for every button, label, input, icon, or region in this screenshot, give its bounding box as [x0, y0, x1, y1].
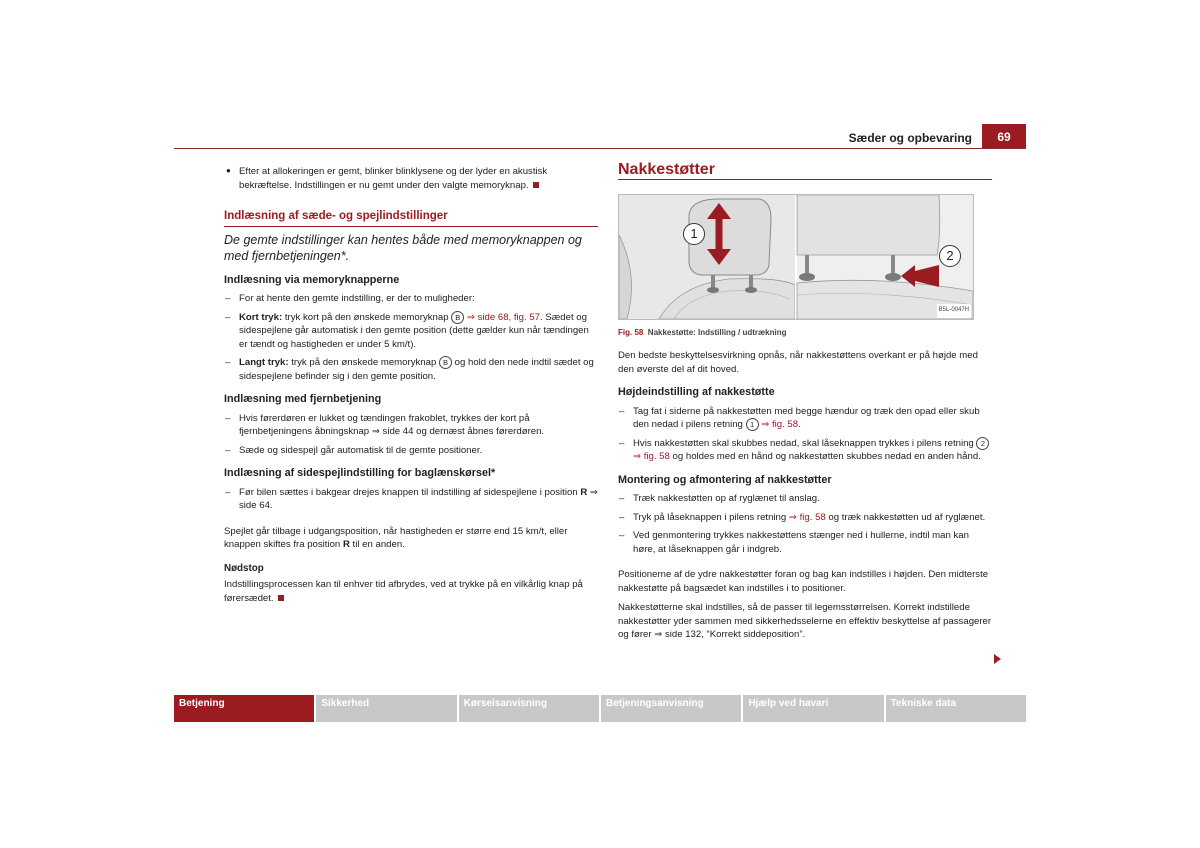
subheading-memory-buttons: Indlæsning via memoryknapperne — [224, 273, 400, 286]
page-title: Nakkestøtter — [618, 163, 992, 180]
right-column — [618, 163, 992, 648]
page-number: 69 — [982, 124, 1026, 148]
figure-link[interactable]: ⇒ fig. 58 — [633, 451, 670, 463]
tab-betjening[interactable]: Betjening — [174, 695, 314, 722]
subheading-emergency-stop: Nødstop — [224, 562, 264, 574]
list-item: – For at hente den gemte indstilling, er der to muligheder: — [224, 292, 598, 306]
memory-button-b-icon: B — [439, 356, 452, 369]
list-item: – Sæde og sidespejl går automatisk til de gemte positioner. — [224, 444, 598, 458]
tab-hjaelp-ved-havari[interactable]: Hjælp ved havari — [743, 695, 883, 722]
paragraph: Positionerne af de ydre nakkestøtter foran og bag kan indstilles i højden. Den midterste nakkestøtte på bagsædet kan indstilles i to positioner. — [618, 569, 989, 594]
image-code: B5L-0047H — [937, 304, 971, 318]
subheading-height-adjust: Højdeindstilling af nakkestøtte — [618, 386, 775, 398]
end-of-section-marker — [278, 595, 284, 601]
list-item: – Tryk på låseknappen i pilens retning ⇒ fig. 58 og træk nakkestøtten ud af ryglænet. — [618, 511, 992, 525]
continue-arrow-icon[interactable] — [994, 654, 1001, 664]
list-item: – Hvis nakkestøtten skal skubbes nedad, skal låseknappen trykkes i pilens retning 2 ⇒ fig. 58 og holdes med en hånd og nakkestøtten skubbes nedad en anden hånd. — [618, 437, 992, 464]
list-item: – Tag fat i siderne på nakkestøtten med begge hændur og træk den opad eller skub den nedad i pilens retning 1 ⇒ fig. 58. — [618, 405, 992, 432]
figure-58 — [618, 194, 974, 320]
list-item: – Træk nakkestøtten op af ryglænet til anslag. — [618, 492, 992, 506]
chapter-tabs — [174, 695, 1026, 722]
mirror-position-r-icon: R — [342, 539, 350, 551]
subheading-mounting: Montering og afmontering af nakkestøtter — [618, 473, 832, 486]
subheading-mirror-reverse: Indlæsning af sidespejlindstilling for baglænskørsel* — [224, 467, 496, 480]
section-heading-loading: Indlæsning af sæde- og spejlindstillinger — [224, 210, 598, 227]
list-item-long-press: – Langt tryk: tryk på den ønskede memoryknap B og hold den nede indtil sædet og sidespejlene befinder sig i den gemte position. — [224, 356, 598, 383]
callout-1-icon: 1 — [683, 223, 705, 245]
callout-2-icon: 2 — [976, 437, 989, 450]
headrest-illustration — [619, 195, 973, 319]
intro-bullet: ● Efter at allokeringen er gemt, blinker blinklysene og der lyder en akustisk bekræftelse. Indstillingen er nu gemt under den valgte memoryknap. — [224, 165, 598, 192]
tab-tekniske-data[interactable]: Tekniske data — [886, 695, 1026, 722]
list-item: – Før bilen sættes i bakgear drejes knappen til indstilling af sidespejlene i position R ⇒ side 64. — [224, 486, 598, 513]
tab-betjeningsanvisning[interactable]: Betjeningsanvisning — [601, 695, 741, 722]
header-rule — [174, 148, 1026, 149]
mirror-position-r-icon: R — [580, 486, 588, 498]
running-header-title: Sæder og opbevaring — [848, 131, 972, 145]
paragraph: Den bedste beskyttelsesvirkning opnås, når nakkestøttens overkant er på højde med den øverste del af dit hoved. — [618, 350, 978, 375]
end-of-section-marker — [533, 182, 539, 188]
subheading-remote: Indlæsning med fjernbetjening — [224, 393, 382, 406]
memory-button-b-icon: B — [451, 311, 464, 324]
tab-sikkerhed[interactable]: Sikkerhed — [316, 695, 456, 722]
callout-2-icon: 2 — [939, 245, 961, 267]
list-item: – Hvis førerdøren er lukket og tændingen frakoblet, trykkes der kort på fjernbetjeningens åbningsknap ⇒ side 44 og dernæst åbnes førerdøren. — [224, 412, 598, 439]
list-item: – Ved genmontering trykkes nakkestøttens stænger ned i hullerne, indtil man kan høre, at låseknappen går i indgreb. — [618, 529, 992, 556]
section-lead: De gemte indstillinger kan hentes både med memoryknappen og med fjernbetjeningen*. — [224, 232, 582, 263]
callout-1-icon: 1 — [746, 418, 759, 431]
left-column — [224, 165, 598, 611]
paragraph: Nakkestøtterne skal indstilles, så de passer til legemsstørrelsen. Korrekt indstillede nakkestøtter yder sammen med sikkerhedsselerne en effektiv beskyttelse af passagerer og fører ⇒ side 132, “Korrekt siddeposition”. — [618, 602, 992, 641]
list-item-short-press: – Kort tryk: tryk kort på den ønskede memoryknap B ⇒ side 68, fig. 57. Sædet og sidespejlene går automatisk i den gemte position (dette gælder kun når tændingen er tændt og hastigheden er under 5 km/t). — [224, 311, 598, 352]
tab-korselsanvisning[interactable]: Kørselsanvisning — [459, 695, 599, 722]
page-link[interactable]: ⇒ side 68, fig. 57 — [466, 311, 541, 323]
paragraph: Indstillingsprocessen kan til enhver tid afbrydes, ved at trykke på en vilkårlig knap på førersædet. — [224, 579, 583, 604]
paragraph: Spejlet går tilbage i udgangsposition, når hastigheden er større end 15 km/t, eller knappen skiftes fra position R til en anden. — [224, 525, 568, 551]
figure-caption: Fig. 58 Nakkestøtte: Indstilling / udtrækning — [618, 327, 787, 337]
figure-link[interactable]: ⇒ fig. 58 — [788, 511, 826, 523]
figure-link[interactable]: ⇒ fig. 58 — [761, 419, 799, 431]
